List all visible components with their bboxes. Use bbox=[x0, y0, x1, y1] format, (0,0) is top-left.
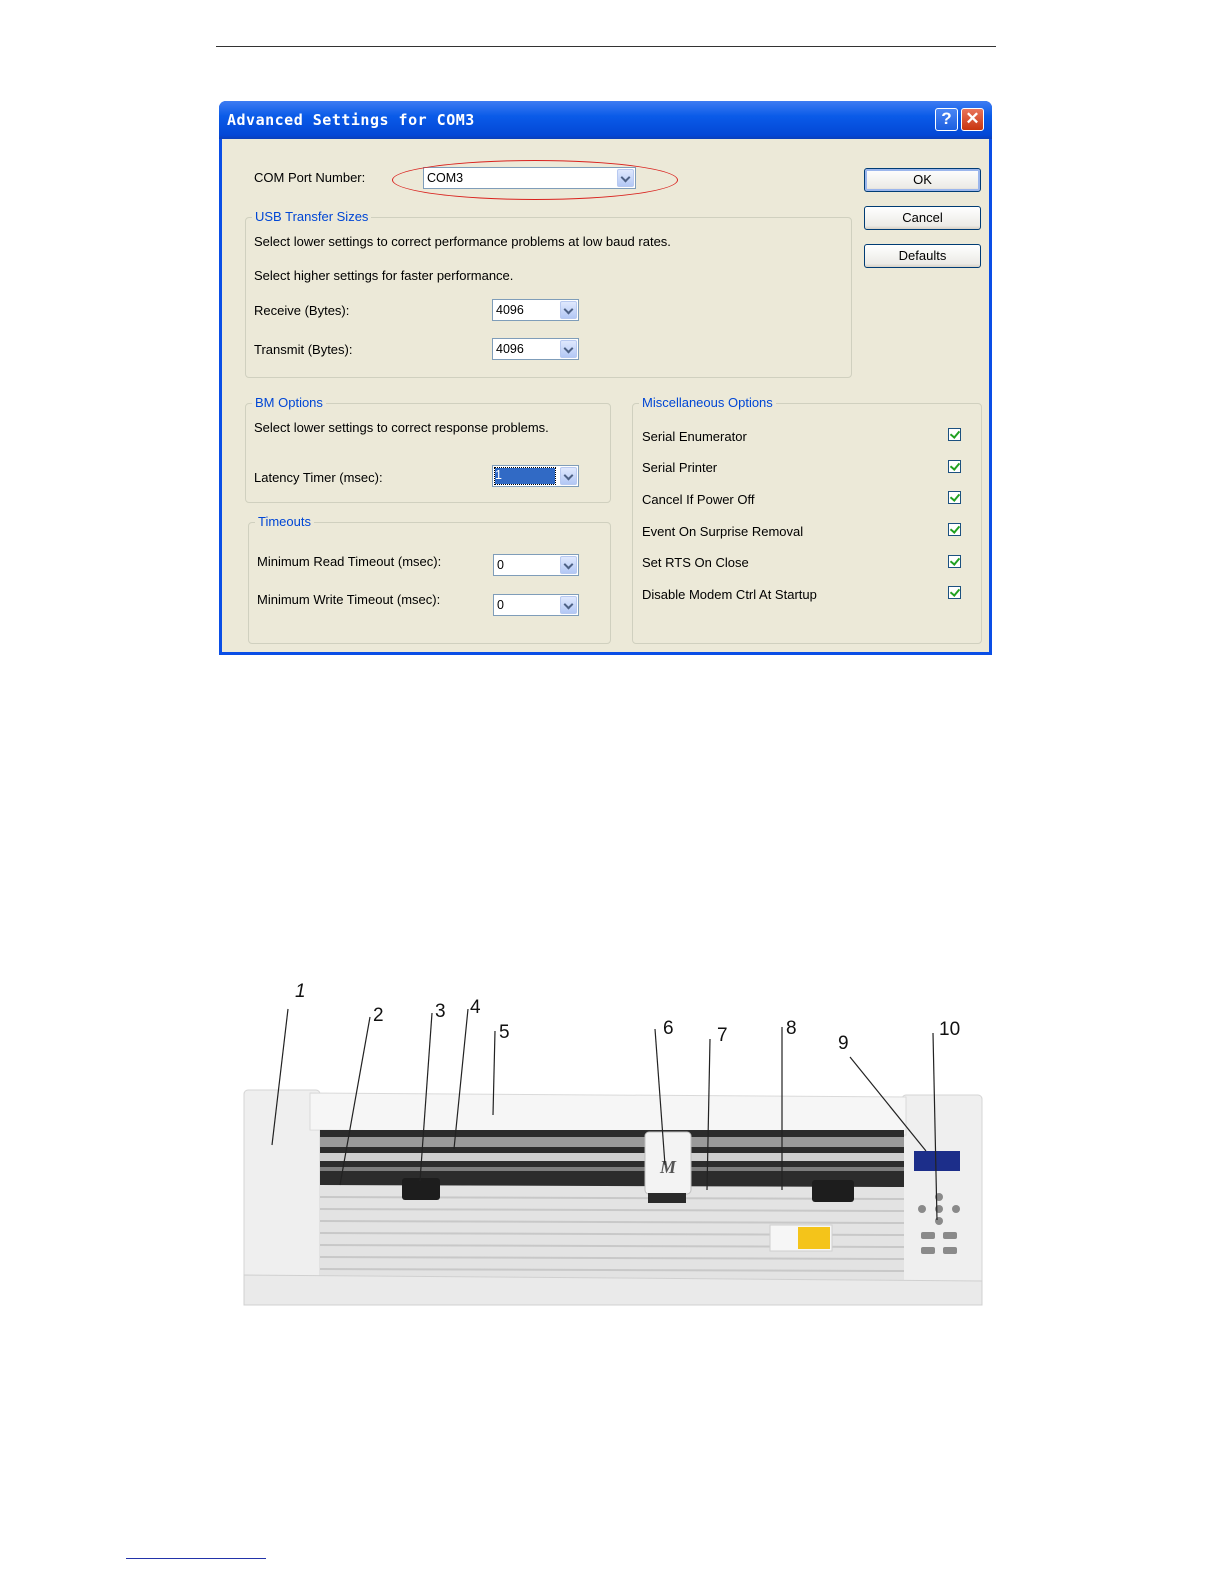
callout-label: 1 bbox=[295, 981, 306, 1002]
usb-transfer-title: USB Transfer Sizes bbox=[252, 209, 371, 224]
cancel-if-power-off-checkbox[interactable] bbox=[948, 491, 961, 504]
timeouts-title: Timeouts bbox=[255, 514, 314, 529]
cancel-button[interactable]: Cancel bbox=[864, 206, 981, 230]
bm-options-title: BM Options bbox=[252, 395, 326, 410]
misc-item-label: Cancel If Power Off bbox=[642, 492, 755, 507]
chevron-down-icon[interactable] bbox=[560, 596, 577, 614]
transmit-label: Transmit (Bytes): bbox=[254, 342, 353, 357]
misc-item-label: Set RTS On Close bbox=[642, 555, 749, 570]
min-read-timeout-value: 0 bbox=[497, 558, 504, 572]
page-header-rule bbox=[216, 46, 996, 47]
chevron-down-icon[interactable] bbox=[560, 556, 577, 574]
usb-help-line-2: Select higher settings for faster performance. bbox=[254, 268, 514, 283]
callout-label: 10 bbox=[939, 1019, 961, 1040]
latency-label: Latency Timer (msec): bbox=[254, 470, 383, 485]
event-on-surprise-removal-checkbox[interactable] bbox=[948, 523, 961, 536]
com-port-label: COM Port Number: bbox=[254, 170, 366, 185]
chevron-down-icon[interactable] bbox=[560, 467, 577, 485]
footer-link-rule bbox=[126, 1558, 266, 1559]
ok-button[interactable]: OK bbox=[864, 168, 981, 192]
transmit-select[interactable] bbox=[492, 338, 579, 360]
min-write-timeout-value: 0 bbox=[497, 598, 504, 612]
latency-value: 1 bbox=[495, 468, 555, 484]
serial-printer-checkbox[interactable] bbox=[948, 460, 961, 473]
transmit-value: 4096 bbox=[496, 342, 524, 356]
misc-item-label: Event On Surprise Removal bbox=[642, 524, 804, 539]
callout-label: 9 bbox=[838, 1033, 849, 1054]
callout-label: 6 bbox=[663, 1018, 674, 1039]
min-read-timeout-label: Minimum Read Timeout (msec): bbox=[257, 554, 442, 569]
disable-modem-ctrl-checkbox[interactable] bbox=[948, 586, 961, 599]
com-port-value: COM3 bbox=[427, 171, 464, 185]
misc-item-label: Disable Modem Ctrl At Startup bbox=[642, 587, 817, 602]
min-read-timeout-select[interactable] bbox=[493, 554, 579, 576]
callout-label: 3 bbox=[435, 1001, 446, 1022]
bm-options-group bbox=[245, 395, 611, 503]
cutter-illustration bbox=[240, 975, 990, 1315]
callout-label: 4 bbox=[470, 997, 481, 1018]
timeouts-group bbox=[248, 514, 611, 644]
misc-item-label: Serial Printer bbox=[642, 460, 718, 475]
bm-options-description: Select lower settings to correct response problems. bbox=[254, 420, 549, 435]
misc-options-title: Miscellaneous Options bbox=[639, 395, 776, 410]
chevron-down-icon[interactable] bbox=[560, 301, 577, 319]
close-button[interactable] bbox=[961, 108, 984, 131]
receive-select[interactable] bbox=[492, 299, 579, 321]
min-write-timeout-select[interactable] bbox=[493, 594, 579, 616]
set-rts-on-close-checkbox[interactable] bbox=[948, 555, 961, 568]
defaults-button[interactable]: Defaults bbox=[864, 244, 981, 268]
carriage-logo: M bbox=[659, 1157, 677, 1177]
dialog-title: Advanced Settings for COM3 bbox=[227, 111, 475, 129]
chevron-down-icon[interactable] bbox=[560, 340, 577, 358]
close-icon: ✕ bbox=[965, 109, 980, 128]
title-bar[interactable] bbox=[219, 101, 992, 139]
callout-label: 7 bbox=[717, 1025, 728, 1046]
highlight-ellipse bbox=[392, 160, 678, 200]
usb-help-line-1: Select lower settings to correct performance problems at low baud rates. bbox=[254, 234, 671, 249]
min-write-timeout-label: Minimum Write Timeout (msec): bbox=[257, 592, 441, 607]
receive-value: 4096 bbox=[496, 303, 524, 317]
help-icon: ? bbox=[941, 109, 952, 128]
cutter-figure bbox=[240, 975, 990, 1315]
latency-select[interactable] bbox=[492, 465, 579, 487]
receive-label: Receive (Bytes): bbox=[254, 303, 350, 318]
serial-enumerator-checkbox[interactable] bbox=[948, 428, 961, 441]
callout-label: 5 bbox=[499, 1022, 510, 1043]
misc-item-label: Serial Enumerator bbox=[642, 429, 747, 444]
callout-label: 8 bbox=[786, 1018, 797, 1039]
help-button[interactable] bbox=[935, 108, 958, 131]
callout-label: 2 bbox=[373, 1005, 384, 1026]
